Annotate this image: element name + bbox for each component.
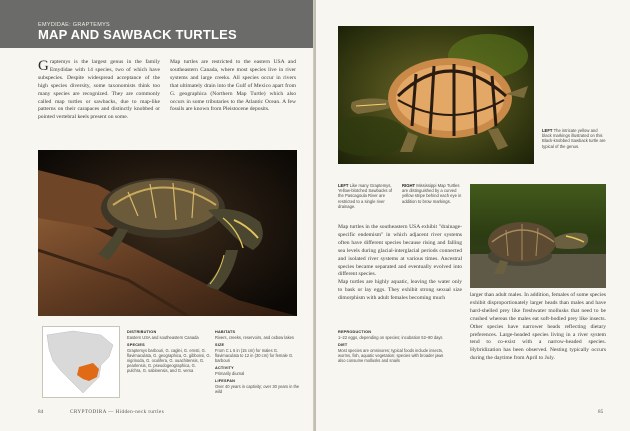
caption-top-right-text: The intricate yellow and black markings illustrated on this Black-knobbed Sawback turtle are typical of the genus. (542, 128, 606, 149)
fact-reproduction (338, 330, 446, 363)
page-title: MAP AND SAWBACK TURTLES (38, 27, 237, 42)
sawback-turtle-image (338, 26, 534, 164)
photo-map-turtle (470, 184, 606, 288)
right-page-number: 85 (598, 409, 604, 415)
north-america-map (43, 327, 119, 397)
habitats-label: HABITATS (215, 330, 236, 334)
size-value: From C L 6 in (15 cm) for males G. flavimaculata to 12 in (30 cm) for female G. barbouri (215, 348, 294, 363)
fact-habitats (215, 330, 301, 394)
reproduction-label: REPRODUCTION (338, 330, 372, 334)
body-column-1: Map turtles in the southeastern USA exhibit "drainage-specific endemism" in which adjacent river systems often have different species because rising and falling sea levels during glacial-interglacial periods connected and isolated river systems at various times. Ancestral species became separated and eventually evolved into different species. Map turtles are highly aquatic, leaving the water only to bask or lay eggs. They exhibit strong sexual size dimorphism with adult females becoming much (338, 224, 462, 302)
photo-sawback-turtle (338, 26, 534, 164)
distribution-label: DISTRIBUTION (127, 330, 157, 334)
size-label: SIZE (215, 343, 225, 347)
species-value: Graptemys barbouri, G. caglei, G. ernsti, G. flavimaculata, G. geographica, G. gibbonsi, G. nigrinoda, G. oculifera, G. ouachitensis, G. pearlensis, G. pseudogeographica, G. pulchra, G. sabinensis, and G. versa (127, 348, 211, 373)
intro-text-1: raptemys is the largest genus in the family Emydidae with 14 species, two of which have subspecies. Despite widespread acceptance of the high species diversity, some taxonomists think too many species are recognized. They are commonly called map turtles or sawbacks, due to map-like patterns on their carapaces and distinctly knobbed or pointed vertebral keels present on some. (38, 59, 160, 121)
species-label: SPECIES (127, 343, 145, 347)
caption-mid-left-text: Like many Graptemys, Yellow-blotched Sawbacks of the Pascagoula River are restricted to a single river drainage. (338, 183, 393, 209)
lifespan-label: LIFESPAN (215, 379, 236, 383)
caption-mid-left-tag: LEFT (338, 183, 349, 188)
caption-mid-right (402, 183, 466, 204)
caption-mid-right-tag: RIGHT (402, 183, 416, 188)
range-map (42, 326, 120, 398)
caption-mid-left (338, 183, 394, 209)
reproduction-value: 1–22 eggs, depending on species; incubation 52–80 days (338, 335, 443, 340)
caption-top-right-tag: LEFT (542, 128, 553, 133)
diet-label: DIET (338, 343, 348, 347)
fact-distribution (127, 330, 211, 373)
habitats-value: Rivers, creeks, reservoirs, and oxbow lakes (215, 335, 294, 340)
left-page-number: 84 (38, 409, 44, 415)
caption-top-right (542, 128, 606, 149)
caption-mid-right-text: Mississippi Map Turtles are distinguished by a curved yellow stripe behind each eye in addition to brow markings. (402, 183, 462, 204)
lifespan-value: Over 40 years in captivity; over 30 years in the wild (215, 384, 300, 394)
activity-label: ACTIVITY (215, 366, 234, 370)
intro-column-1 (38, 59, 160, 122)
diet-value: Most species are omnivores; typical foods include insects, worms, fish, aquatic vegetation; species with broader jaws also consume mollusks and snails (338, 348, 444, 363)
drop-cap: G (38, 58, 49, 74)
section-kicker: EMYDIDAE: GRAPTEMYS (38, 22, 111, 28)
left-page (0, 0, 314, 431)
intro-column-2: Map turtles are restricted to the eastern USA and southeastern Canada, where most species live in river systems and large creeks. All species occur in rivers that ultimately drain into the Gulf of Mexico apart from G. geographica (Northern Map Turtle) which also occurs in some tributaries to the Atlantic Ocean. A few fossils are known from Pleistocene deposits. (170, 59, 296, 113)
activity-value: Primarily diurnal (215, 371, 245, 376)
map-turtle-image (470, 184, 606, 288)
photo-turtle-on-log (38, 150, 297, 316)
running-title: CRYPTODIRA — Hidden-neck turtles (70, 409, 165, 415)
distribution-value: Eastern USA and southeastern Canada (127, 335, 199, 340)
turtle-on-log-image (38, 150, 297, 316)
body-column-2: larger than adult males. In addition, females of some species exhibit disproportionately larger heads than males and have hard-shelled prey like freshwater mollusks that need to be crushed whereas the males eat soft-bodied prey like insects. Other species have narrower heads reflecting dietary preferences. Large-headed species living in a river system tend to co-exist with a narrow-headed species. Hybridization has been observed. Nesting typically occurs during the daytime from April to July. (470, 292, 606, 362)
right-page (316, 0, 630, 431)
